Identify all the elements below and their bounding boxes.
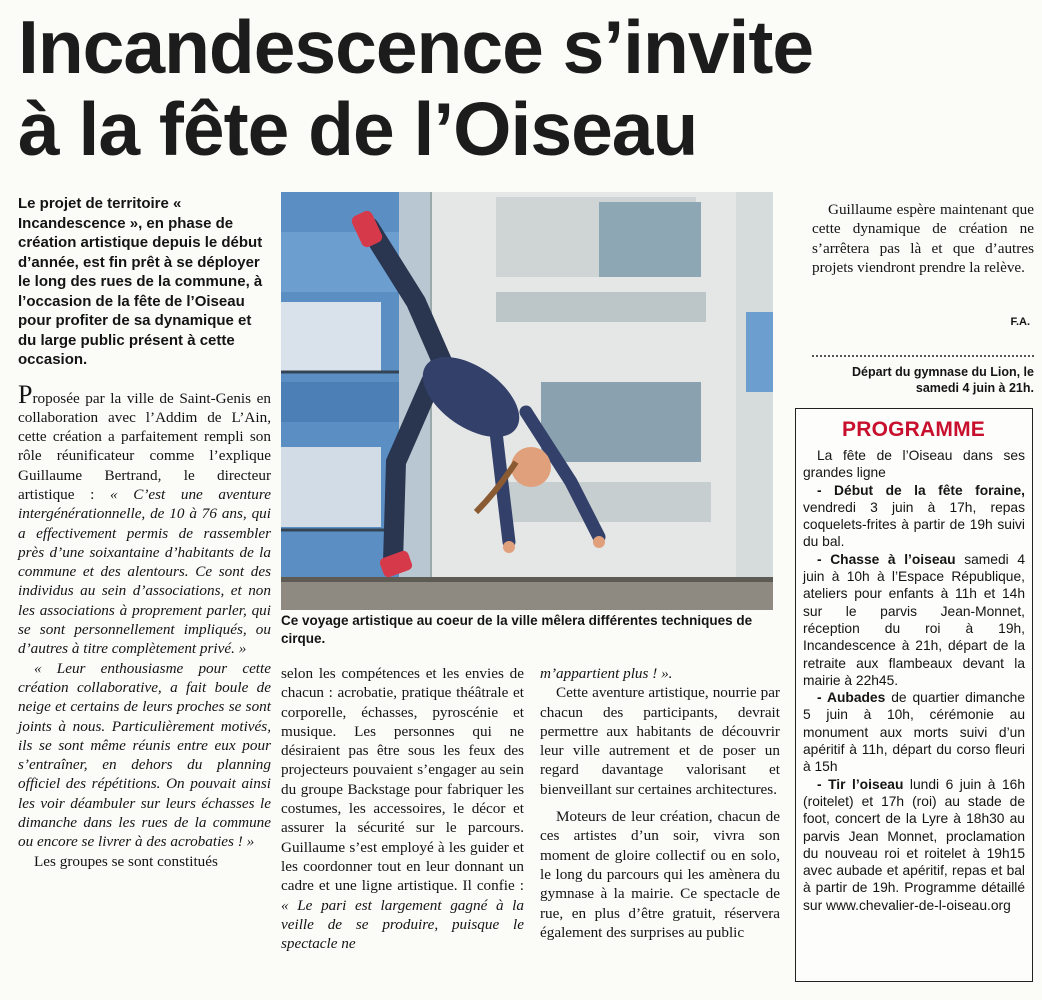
lead-paragraph: Le projet de territoire « Incandescence », en phase de création artistique depuis le début d’année, est fin prêt à se déployer le long des rues de la commune, à l’occasion de la fête de l’Oiseau pour profiter de sa dynamique et du large public présent à cette occasion. [18,195,263,368]
body-text: roposée par la ville de Saint-Genis en collaboration avec l’Addim de L’Ain, cette création a parfaitement rempli son rôle réunificateur comme l’explique Guillaume Bertrand, le directeur artistique : [18,389,271,503]
article-photo [281,192,773,610]
programme-item [803,776,1025,914]
programme-intro: La fête de l’Oiseau dans ses grandes ligne [803,448,1025,481]
drop-cap: P [18,379,33,409]
programme-item [803,551,1025,689]
column-3 [540,664,780,942]
programme-item-heading: - Début de la fête foraine, [817,482,1025,498]
headline-line-1: Incandescence s’invite [18,5,814,89]
divider [812,355,1034,357]
acrobat-photo-illustration [281,192,773,610]
programme-body [803,447,1025,914]
programme-item-text: de quartier dimanche 5 juin à 10h, cérémonie au monument aux morts suivi d’un apéritif à 11h, départ du corso fleuri à 15h [803,690,1025,775]
quote-text: « C’est une aventure intergénérationnelle, de 10 à 76 ans, qui a effectivement permis de rassembler près d’une soixantaine d’habitants de la commune et des alentours. Ce sont des individus au sein d’associations, et non les associations à proprement parler, qui se sont personnellement impliqués, ou d’autres à titre complètement privé. » [18,485,271,658]
column-3-paragraph-1: Cette aventure artistique, nourrie par chacun des participants, devrait permettre aux habitants de découvrir leur ville autrement et de poser un regard davantage valorisant et bienveillant sur certaines architectures. [540,684,780,798]
column-4-paragraph: Guillaume espère maintenant que cette dynamique de création ne s’arrêtera pas là et que d’autres projets viendront prendre la relève. [812,201,1034,276]
programme-item-heading: - Chasse à l’oiseau [817,551,956,567]
body-paragraph-2: « Leur enthousiasme pour cette création collaborative, a fait boule de neige et certains de leurs proches se sont joints à nous. Particulièrement motivés, ils se sont même réunis entre eux pour s’entraîner, en dehors du planning officiel des répétitions. On pouvait ainsi les voir déambuler sur leurs échasses le dimanche dans les rues de la commune ou encore se livrer à des acrobaties ! » [18,659,271,851]
column-3-paragraph-2: Moteurs de leur création, chacun de ces artistes d’un soir, vivra son moment de gloire collectif ou en solo, le long du parcours qui les amènera du gymnase à la mairie. Ce spectacle de rue, en plus d’être gratuit, réservera également des surprises au public [540,808,780,941]
body-text: selon les compétences et les envies de chacun : acrobatie, pratique théâtrale et corporelle, échasses, pyroscénie et musique. Les personnes qui ne désiraient pas être sous les feux des projecteurs pouvaient s’engager au sein du groupe Backstage pour fabriquer les costumes, les accessoires, le décor et assurer la sécurité sur le parcours. Guillaume s’est employé à les guider et les coordonner tout en leur donnant un cadre et une ligne artistique. Il confie : [281,665,524,895]
programme-box [795,408,1033,982]
photo-caption: Ce voyage artistique au coeur de la ville mêlera différentes techniques de cirque. [281,613,753,646]
column-4 [812,200,1034,277]
departure-info: Départ du gymnase du Lion, le samedi 4 juin à 21h. [852,365,1034,395]
column-1 [18,194,271,871]
programme-title: PROGRAMME [842,418,985,441]
article-headline [18,6,1028,170]
body-paragraph-1 [18,379,271,659]
programme-item [803,482,1025,551]
quote-text: « Le pari est largement gagné à la veille de se produire, puisque le spectacle ne [281,896,524,953]
programme-item-heading: - Aubades [817,690,886,706]
programme-item-text: samedi 4 juin à 10h à l’Espace République, ateliers pour enfants à 11h et 14h sur le parvis Jean-Monnet, réception du roi à 19h, Incandescence à 21h, départ de la retraite aux flambeaux devant la mairie à 22h45. [803,551,1025,688]
column-2 [281,664,524,953]
programme-item-heading: - Tir l’oiseau [817,776,904,792]
headline-line-2: à la fête de l’Oiseau [18,87,698,171]
programme-item-text: lundi 6 juin à 16h (roitelet) et 17h (roi) au stade de foot, concert de la Lyre à 18h30 au parvis Jean Monnet, proclamation du nouveau roi et roitelet à 19h15 avec aubade et apéritif, repas et bal à partir de 19h. Programme détaillé sur www.chevalier-de-l-oiseau.org [803,776,1025,913]
column-2-paragraph [281,664,524,953]
quote-end: m’appartient plus ! ». [540,665,673,682]
programme-item-text: vendredi 3 juin à 17h, repas coquelets-frites à partir de 19h suivi du bal. [803,499,1025,550]
body-paragraph-3: Les groupes se sont constitués [34,852,218,870]
author-signature: F.A. [1010,316,1030,328]
programme-item [803,689,1025,775]
